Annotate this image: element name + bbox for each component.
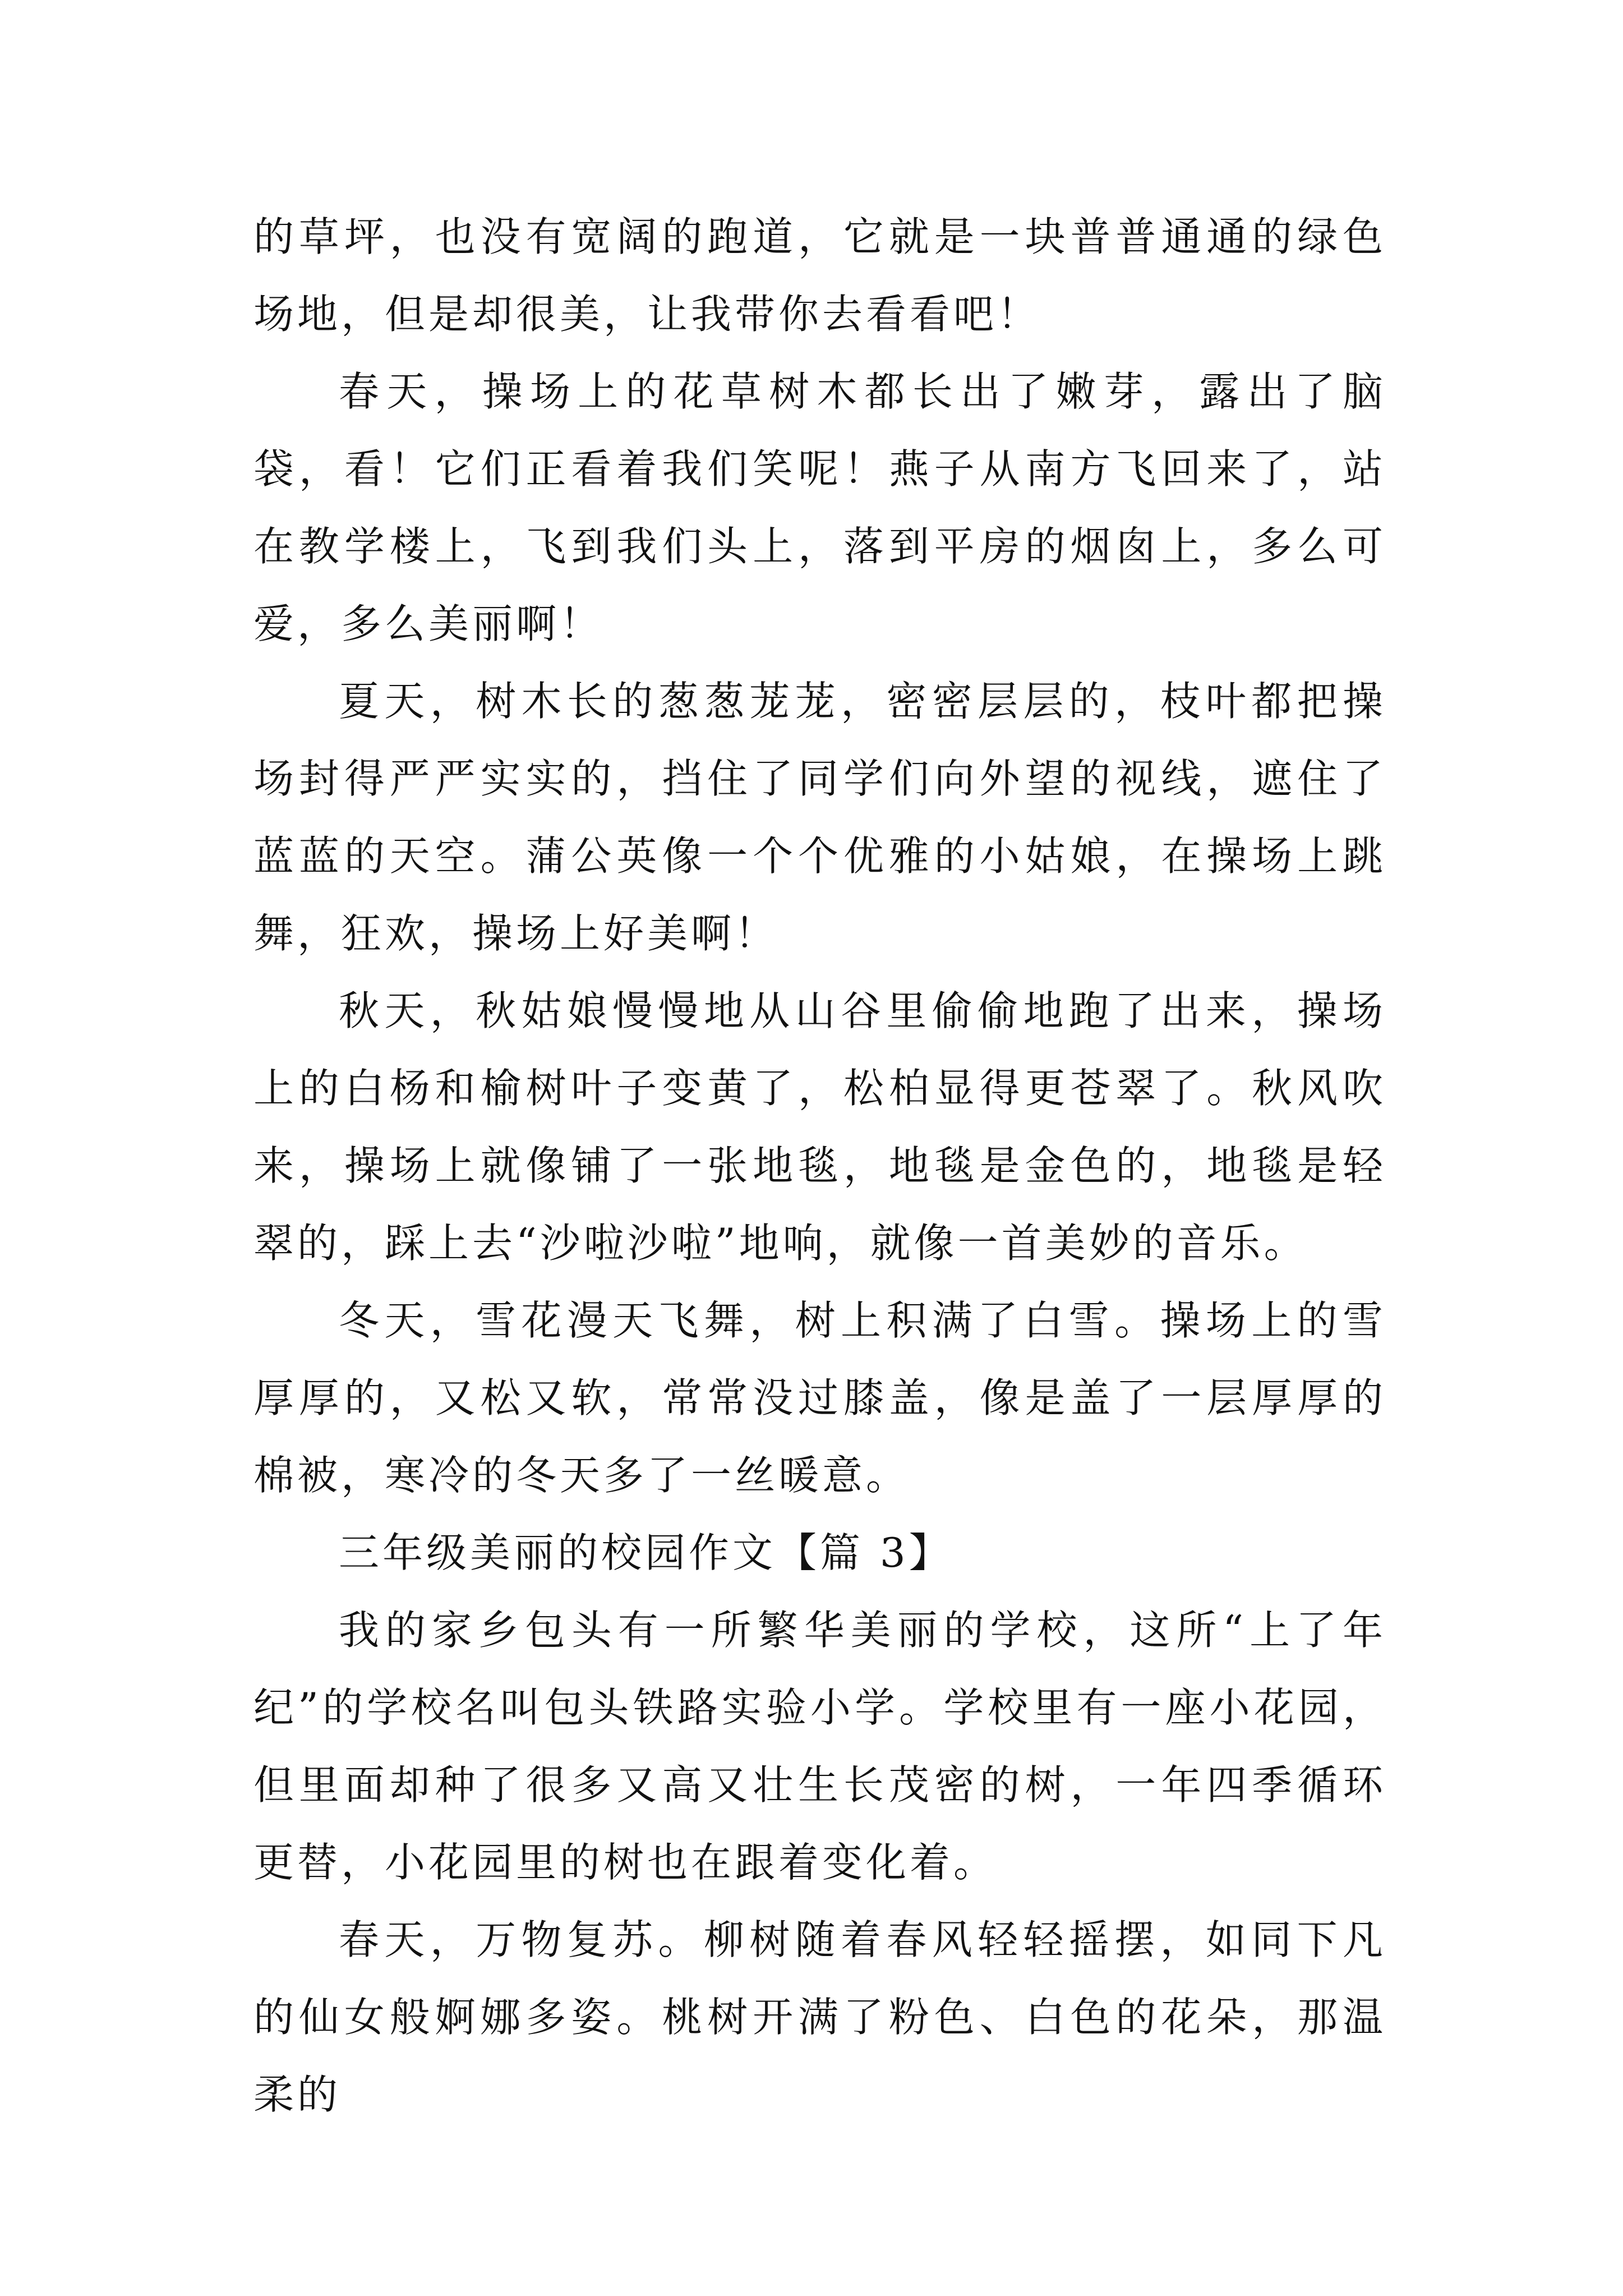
paragraph-winter-playground: 冬天，雪花漫天飞舞，树上积满了白雪。操场上的雪厚厚的，又松又软，常常没过膝盖，像是盖了一层厚厚的棉被，寒冷的冬天多了一丝暖意。 [253,1297,1386,1499]
paragraph-spring-playground: 春天，操场上的花草树木都长出了嫩芽，露出了脑袋，看！它们正看着我们笑呢！燕子从南方飞回来了，站在教学楼上，飞到我们头上，落到平房的烟囱上，多么可爱，多么美丽啊！ [253,368,1386,647]
paragraph-autumn-playground: 秋天，秋姑娘慢慢地从山谷里偷偷地跑了出来，操场上的白杨和榆树叶子变黄了，松柏显得更苍翠了。秋风吹来，操场上就像铺了一张地毯，地毯是金色的，地毯是轻翠的，踩上去“沙啦沙啦”地响，就像一首美妙的音乐。 [253,987,1386,1267]
essay-heading: 三年级美丽的校园作文【篇 3】 [339,1529,953,1576]
paragraph-school-intro: 我的家乡包头有一所繁华美丽的学校，这所“上了年纪”的学校名叫包头铁路实验小学。学校里有一座小花园，但里面却种了很多又高又壮生长茂密的树，一年四季循环更替，小花园里的树也在跟着变化着。 [253,1607,1386,1886]
paragraph-summer-playground: 夏天，树木长的葱葱茏茏，密密层层的，枝叶都把操场封得严严实实的，挡住了同学们向外望的视线，遮住了蓝蓝的天空。蒲公英像一个个优雅的小姑娘，在操场上跳舞，狂欢，操场上好美啊！ [253,678,1386,957]
paragraph-spring-garden: 春天，万物复苏。柳树随着春风轻轻摇摆，如同下凡的仙女般婀娜多姿。桃树开满了粉色、白色的花朵，那温柔的 [253,1916,1386,2118]
document-body [253,198,1386,2133]
paragraph-continuation: 的草坪，也没有宽阔的跑道，它就是一块普普通通的绿色场地，但是却很美，让我带你去看看吧！ [253,213,1386,338]
